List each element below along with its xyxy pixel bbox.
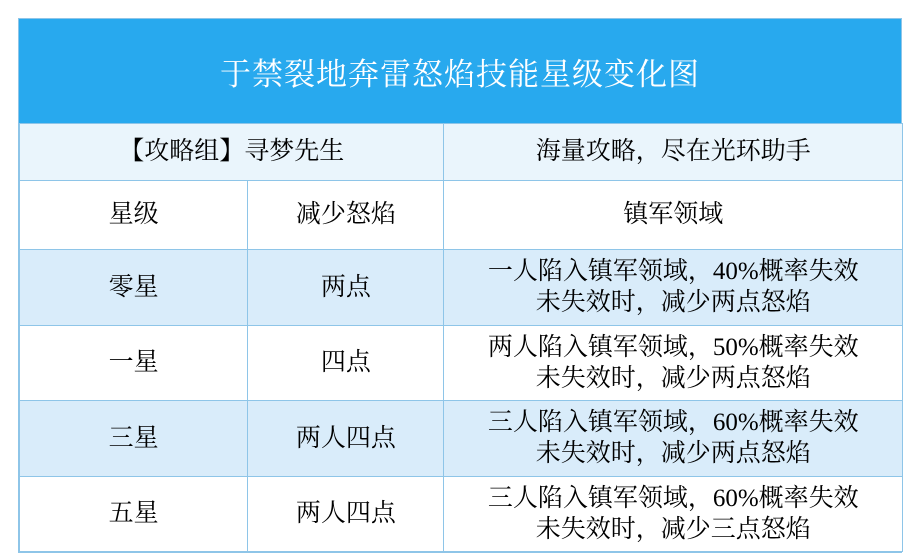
table-row (20, 476, 903, 552)
cell-star: 五星 (20, 476, 248, 552)
cell-rage: 两点 (248, 250, 444, 326)
cell-domain-line1: 三人陷入镇军领域，60%概率失效 (487, 484, 859, 512)
cell-domain (444, 401, 903, 477)
cell-star: 一星 (20, 325, 248, 401)
page-title: 于禁裂地奔雷怒焰技能星级变化图 (220, 56, 700, 92)
column-header-domain: 镇军领域 (444, 181, 903, 250)
cell-rage: 四点 (248, 325, 444, 401)
cell-domain-line2: 未失效时，减少两点怒焰 (535, 289, 811, 317)
credit-row (20, 124, 903, 181)
cell-domain-line1: 三人陷入镇军领域，60%概率失效 (487, 409, 859, 436)
cell-domain (444, 476, 903, 552)
column-header-rage: 减少怒焰 (248, 181, 444, 250)
credit-slogan: 海量攻略，尽在光环助手 (444, 124, 903, 181)
cell-domain-line2: 未失效时，减少两点怒焰 (535, 440, 811, 468)
cell-domain-line1: 两人陷入镇军领域，50%概率失效 (487, 333, 859, 361)
cell-domain-line2: 未失效时，减少两点怒焰 (535, 364, 811, 392)
cell-domain-line2: 未失效时，减少三点怒焰 (535, 515, 811, 543)
skill-star-table-card (18, 18, 902, 553)
column-header-star: 星级 (20, 181, 248, 250)
cell-rage: 两人四点 (248, 476, 444, 552)
table-row (20, 250, 903, 326)
cell-domain (444, 250, 903, 326)
table-row (20, 325, 903, 401)
cell-domain (444, 325, 903, 401)
cell-star: 三星 (20, 401, 248, 477)
cell-domain-line1: 一人陷入镇军领域，40%概率失效 (487, 258, 859, 285)
cell-rage: 两人四点 (248, 401, 444, 477)
table-header-row (20, 181, 903, 250)
credit-author: 【攻略组】寻梦先生 (20, 124, 444, 181)
table-row (20, 401, 903, 477)
title-banner (19, 19, 901, 123)
cell-star: 零星 (20, 250, 248, 326)
skill-star-table (19, 123, 903, 552)
